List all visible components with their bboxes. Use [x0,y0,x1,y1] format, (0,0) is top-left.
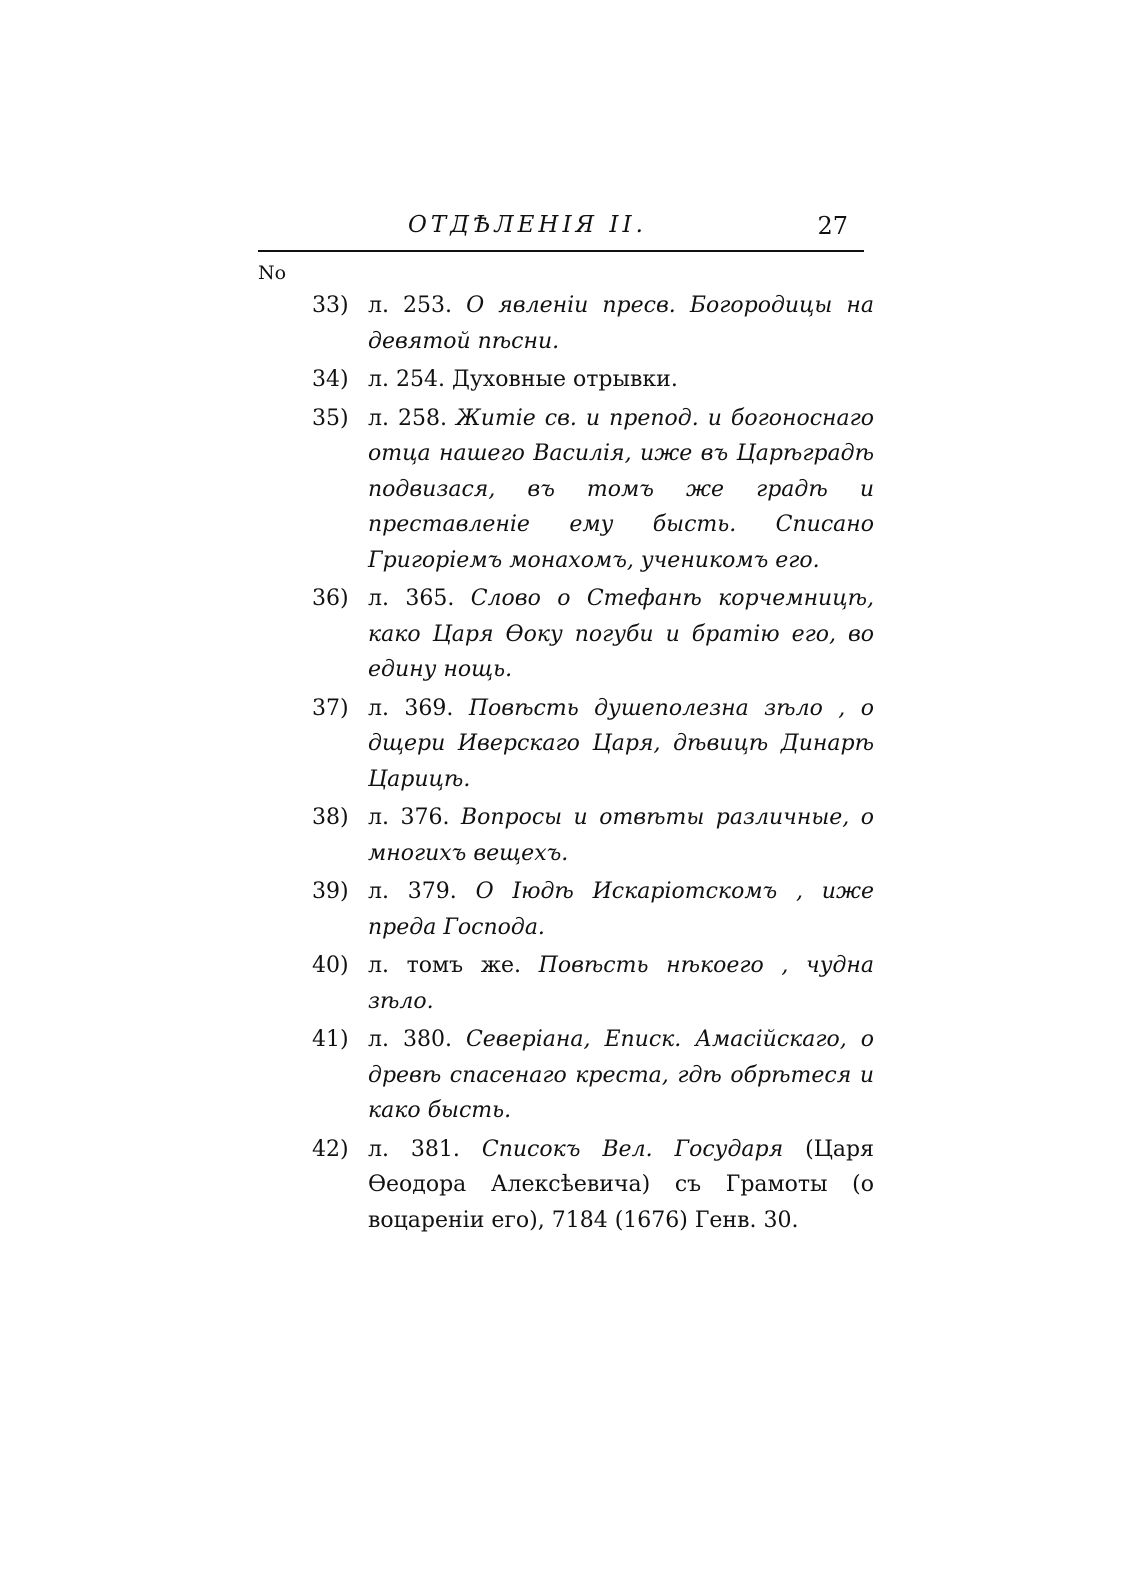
entry-33 [312,288,874,359]
entry-41 [312,1022,874,1129]
entry-number: 41) [312,1027,349,1052]
running-title: ОТДѢЛЕНІЯ II. [408,212,647,238]
leaf-reference: л. 258. [368,405,447,431]
entry-title: Повѣсть нѣкоего , чудна зѣло. [368,953,875,1014]
entry-title: О явленіи пресв. Богородицы на девятой пѣсни. [368,293,874,354]
number-column-label: No [258,262,287,284]
page-header [258,212,864,246]
leaf-reference: л. 381. [368,1136,460,1162]
entry-title: Северіана, Еписк. Амасійскаго, о древѣ спасенаго креста, гдѣ обрѣтеся и како бысть. [368,1027,875,1123]
leaf-reference: л. 379. [368,879,457,904]
leaf-reference: л. 253. [368,293,453,318]
entry-36 [312,581,874,688]
entry-40 [312,948,874,1019]
entry-number: 35) [312,405,349,431]
entry-42 [312,1132,874,1239]
leaf-reference: л. 365. [368,586,455,611]
entry-35 [312,401,874,579]
entry-list [312,288,874,1241]
entry-number: 34) [312,367,349,392]
entry-title: Житіе св. и препод. и богоноснаго отца нашего Василія, иже въ Царѣградѣ подвизася, въ томъ же градѣ и преставленіе ему бысть. Списано Григоріемъ монахомъ, ученикомъ его. [368,405,874,573]
entry-39 [312,874,874,945]
entry-number: 33) [312,293,349,318]
leaf-reference: л. 380. [368,1027,452,1052]
leaf-reference: л. 369. [368,695,454,721]
entry-title: Духовные отрывки. [451,367,678,392]
entry-title: Вопросы и отвѣты различные, о многихъ вещехъ. [368,805,874,866]
entry-title: Списокъ Вел. Государя [481,1136,784,1162]
entry-38 [312,800,874,871]
leaf-reference: л. 254. [368,367,445,392]
entry-title: О Іюдѣ Искаріотскомъ , иже преда Господа. [368,879,875,940]
header-rule [258,250,864,252]
leaf-reference: л. 376. [368,805,450,830]
entry-number: 36) [312,586,349,611]
entry-37 [312,691,874,798]
entry-34 [312,362,874,398]
entry-title: Слово о Стефанѣ корчемницѣ, како Царя Ѳоку погуби и братію его, во едину нощь. [368,586,874,682]
entry-number: 38) [312,805,349,830]
entry-number: 42) [312,1136,349,1162]
entry-number: 40) [312,953,349,978]
leaf-reference: л. томъ же. [368,953,522,978]
entry-number: 37) [312,695,349,721]
entry-title: Повѣсть душеполезна зѣло , о дщери Иверскаго Царя, дѣвицѣ Динарѣ Царицѣ. [368,695,874,792]
entry-number: 39) [312,879,349,904]
page-number: 27 [817,212,848,240]
entry-note: (Царя Ѳеодора Алексѣевича) съ Грамоты (о воцареніи его), 7184 (1676) Генв. 30. [368,1136,874,1233]
